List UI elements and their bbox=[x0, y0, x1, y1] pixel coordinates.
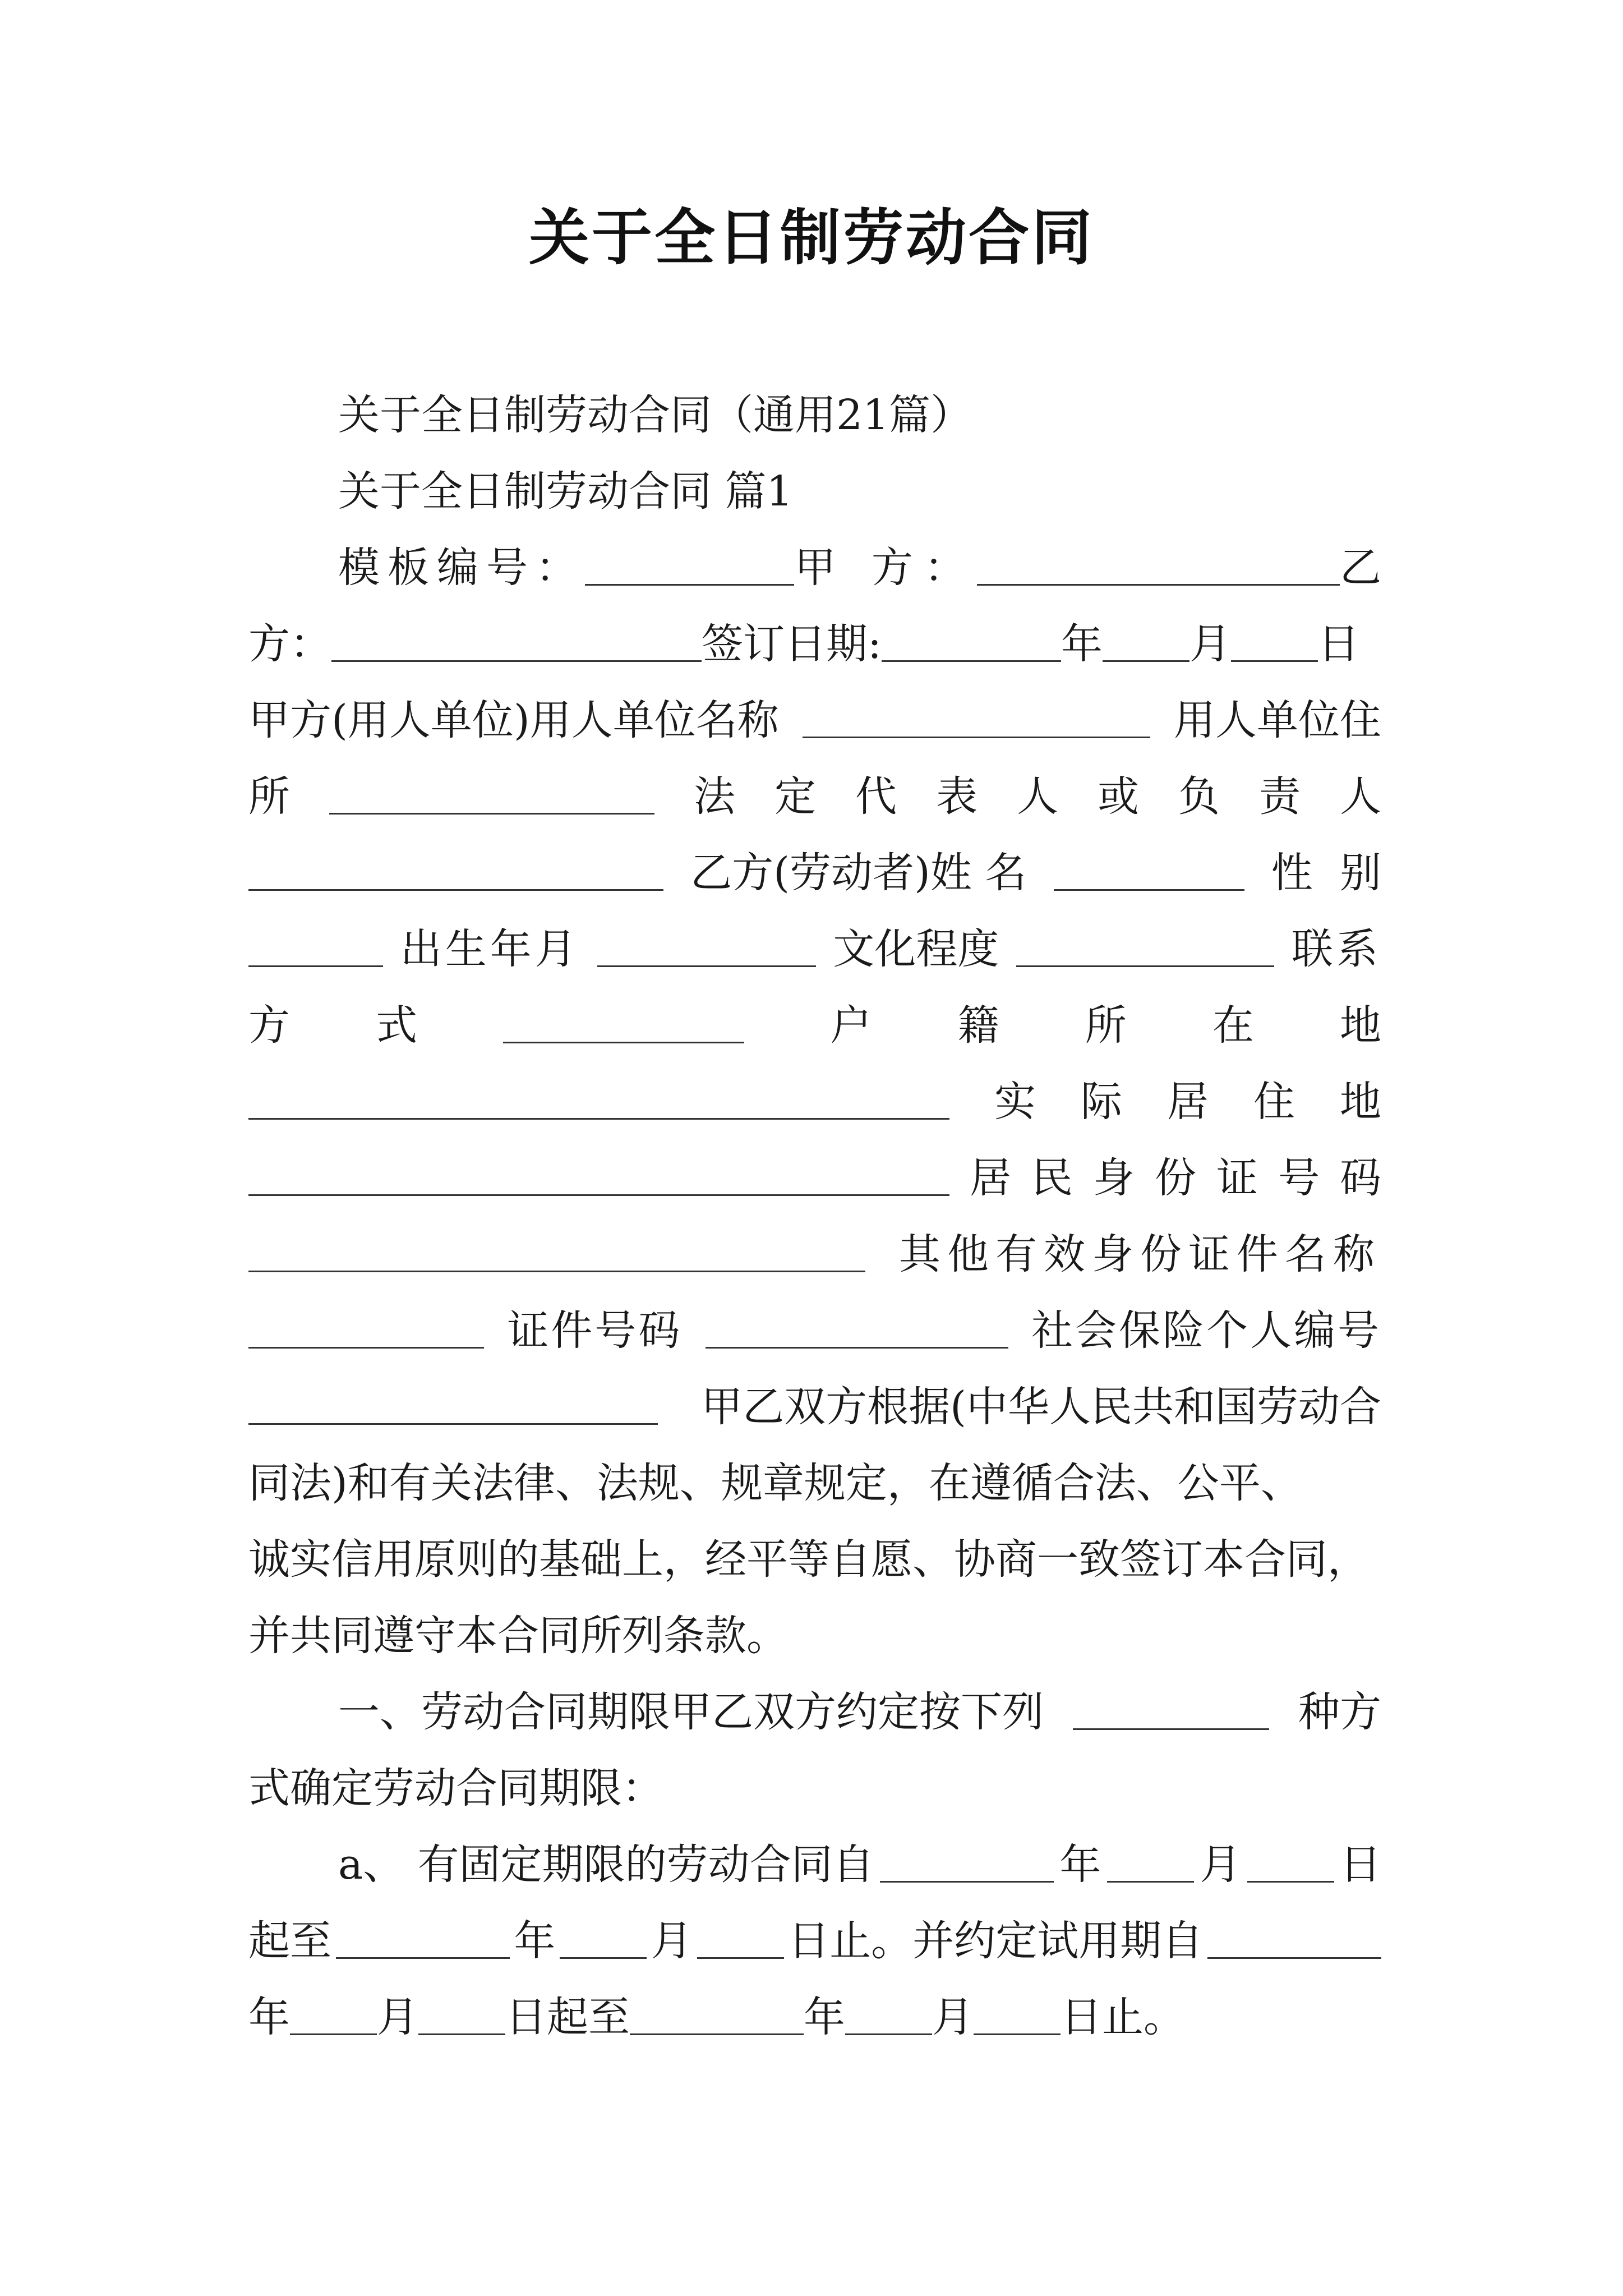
text-segment: 月 bbox=[1200, 1841, 1242, 1889]
text-segment: 一、劳动合同期限甲乙双方约定按下列 bbox=[338, 1688, 1044, 1736]
text-segment: 在 bbox=[1212, 1001, 1254, 1050]
text-line bbox=[248, 835, 1381, 911]
text-line bbox=[248, 1521, 1381, 1598]
text-segment: 乙方(劳动者)姓 名 bbox=[690, 849, 1027, 897]
text-segment: 甲乙双方根据(中华人民共和国劳动合 bbox=[701, 1383, 1381, 1431]
text-segment: 关于全日制劳动合同（通用21篇） bbox=[338, 391, 972, 439]
text-segment: 月 bbox=[651, 1917, 693, 1965]
text-segment: 份 bbox=[1155, 1154, 1196, 1202]
text-segment: 日 bbox=[1317, 620, 1359, 668]
text-segment: 年 bbox=[1059, 1841, 1101, 1889]
text-segment: 乙 bbox=[1340, 544, 1381, 592]
blank-field bbox=[329, 813, 654, 815]
text-line bbox=[338, 530, 1381, 606]
text-segment: 用人单位住 bbox=[1174, 696, 1381, 744]
text-line bbox=[248, 1598, 1381, 1674]
text-segment: 居 bbox=[970, 1154, 1011, 1202]
blank-field bbox=[1107, 1881, 1194, 1883]
blank-field bbox=[248, 1194, 949, 1196]
blank-field bbox=[1207, 1957, 1381, 1959]
text-segment: 码 bbox=[1340, 1154, 1381, 1202]
text-segment: 年 bbox=[248, 1993, 290, 2041]
text-segment: 籍 bbox=[957, 1001, 999, 1050]
text-segment: 实 bbox=[994, 1078, 1036, 1126]
blank-field bbox=[630, 2033, 804, 2035]
text-segment: 地 bbox=[1339, 1001, 1381, 1050]
blank-field bbox=[697, 1957, 784, 1959]
blank-field bbox=[1103, 660, 1189, 662]
text-line bbox=[248, 1369, 1381, 1445]
text-segment: 方： bbox=[248, 620, 331, 668]
blank-field bbox=[706, 1347, 1008, 1349]
blank-field bbox=[977, 584, 1340, 586]
text-line bbox=[248, 1292, 1381, 1369]
text-segment: 身 bbox=[1093, 1154, 1135, 1202]
blank-field bbox=[585, 584, 794, 586]
text-line bbox=[248, 1750, 1381, 1826]
text-segment: 式确定劳动合同期限： bbox=[248, 1764, 663, 1812]
text-segment: 地 bbox=[1340, 1078, 1381, 1126]
doc-subtitle bbox=[338, 377, 1381, 453]
text-segment: 月 bbox=[932, 1993, 974, 2041]
blank-field bbox=[1016, 965, 1274, 967]
blank-field bbox=[974, 2033, 1061, 2035]
section-heading bbox=[338, 453, 1381, 530]
text-segment: 式 bbox=[376, 1001, 418, 1050]
text-segment: 诚实信用原则的基础上，经平等自愿、协商一致签订本合同， bbox=[248, 1535, 1369, 1584]
text-segment: 居 bbox=[1167, 1078, 1209, 1126]
text-segment: 联系 bbox=[1291, 925, 1381, 973]
blank-field bbox=[290, 2033, 377, 2035]
text-segment: 年 bbox=[1061, 620, 1103, 668]
text-segment: 日起至 bbox=[505, 1993, 630, 2041]
text-segment: 并共同遵守本合同所列条款。 bbox=[248, 1612, 788, 1660]
text-segment: 表 bbox=[936, 772, 978, 821]
text-segment: a、 有固定期限的劳动合同自 bbox=[338, 1841, 874, 1889]
text-line bbox=[248, 1903, 1381, 1979]
text-line bbox=[248, 911, 1381, 987]
blank-field bbox=[1231, 660, 1318, 662]
blank-field bbox=[248, 1271, 865, 1272]
text-line bbox=[248, 682, 1381, 758]
text-line bbox=[338, 1826, 1381, 1903]
blank-field bbox=[248, 1423, 658, 1425]
text-segment: 同法)和有关法律、法规、规章规定，在遵循合法、公平、 bbox=[248, 1459, 1302, 1507]
text-line bbox=[248, 1979, 1381, 2055]
text-segment: 户 bbox=[830, 1001, 872, 1050]
text-segment: 其他有效身份证件名称 bbox=[899, 1230, 1381, 1278]
text-segment: 甲方(用人单位)用人单位名称 bbox=[248, 696, 779, 744]
blank-field bbox=[248, 1347, 484, 1349]
blank-field bbox=[1073, 1728, 1269, 1730]
text-segment: 号 bbox=[1278, 1154, 1320, 1202]
text-segment: 证 bbox=[1216, 1154, 1258, 1202]
blank-field bbox=[336, 1957, 510, 1959]
text-segment: 法 bbox=[694, 772, 735, 821]
text-segment: 月 bbox=[377, 1993, 418, 2041]
document-title: 关于全日制劳动合同 bbox=[528, 203, 1094, 273]
text-segment: 或 bbox=[1098, 772, 1139, 821]
text-segment: 出生年月 bbox=[400, 925, 580, 973]
text-segment: 日止。并约定试用期自 bbox=[788, 1917, 1204, 1965]
text-segment: 种方 bbox=[1298, 1688, 1381, 1736]
blank-field bbox=[560, 1957, 647, 1959]
text-segment: 关于全日制劳动合同 篇1 bbox=[338, 467, 793, 516]
blank-field bbox=[803, 737, 1150, 738]
text-segment: 证件号码 bbox=[507, 1306, 683, 1355]
text-line bbox=[248, 1064, 1381, 1140]
text-line bbox=[338, 1674, 1381, 1750]
text-segment: 文化程度 bbox=[833, 925, 999, 973]
text-segment: 负 bbox=[1178, 772, 1220, 821]
text-segment: 签订日期: bbox=[702, 620, 882, 668]
text-segment: 甲 方： bbox=[794, 544, 977, 592]
text-segment: 所 bbox=[1085, 1001, 1127, 1050]
text-segment: 代 bbox=[855, 772, 897, 821]
text-segment: 月 bbox=[1189, 620, 1231, 668]
text-segment: 年 bbox=[804, 1993, 845, 2041]
text-line bbox=[248, 758, 1381, 835]
blank-field bbox=[1247, 1881, 1334, 1883]
text-segment: 际 bbox=[1081, 1078, 1122, 1126]
text-segment: 人 bbox=[1340, 772, 1381, 821]
blank-field bbox=[248, 889, 663, 891]
text-segment: 所 bbox=[248, 772, 290, 821]
text-segment: 人 bbox=[1017, 772, 1058, 821]
blank-field bbox=[845, 2033, 932, 2035]
text-segment: 起至 bbox=[248, 1917, 331, 1965]
blank-field bbox=[418, 2033, 505, 2035]
blank-field bbox=[248, 965, 383, 967]
text-segment: 性 bbox=[1271, 849, 1313, 897]
text-segment: 模板编号： bbox=[338, 544, 585, 592]
blank-field bbox=[1054, 889, 1244, 891]
text-line bbox=[248, 1445, 1381, 1521]
blank-field bbox=[880, 1881, 1054, 1883]
blank-field bbox=[503, 1042, 744, 1043]
text-segment: 社会保险个人编号 bbox=[1031, 1306, 1381, 1355]
text-line bbox=[248, 1216, 1381, 1292]
blank-field bbox=[882, 660, 1061, 662]
text-segment: 日 bbox=[1339, 1841, 1381, 1889]
text-segment: 定 bbox=[774, 772, 816, 821]
blank-field bbox=[597, 965, 816, 967]
text-line bbox=[248, 606, 1381, 682]
blank-field bbox=[248, 1118, 949, 1120]
text-segment: 民 bbox=[1031, 1154, 1073, 1202]
text-segment: 责 bbox=[1259, 772, 1301, 821]
blank-field bbox=[331, 660, 702, 662]
text-segment: 年 bbox=[514, 1917, 556, 1965]
text-segment: 方 bbox=[248, 1001, 290, 1050]
text-segment: 别 bbox=[1339, 849, 1381, 897]
text-segment: 日止。 bbox=[1061, 1993, 1185, 2041]
text-line bbox=[248, 987, 1381, 1064]
text-line bbox=[248, 1140, 1381, 1216]
text-segment: 住 bbox=[1253, 1078, 1295, 1126]
